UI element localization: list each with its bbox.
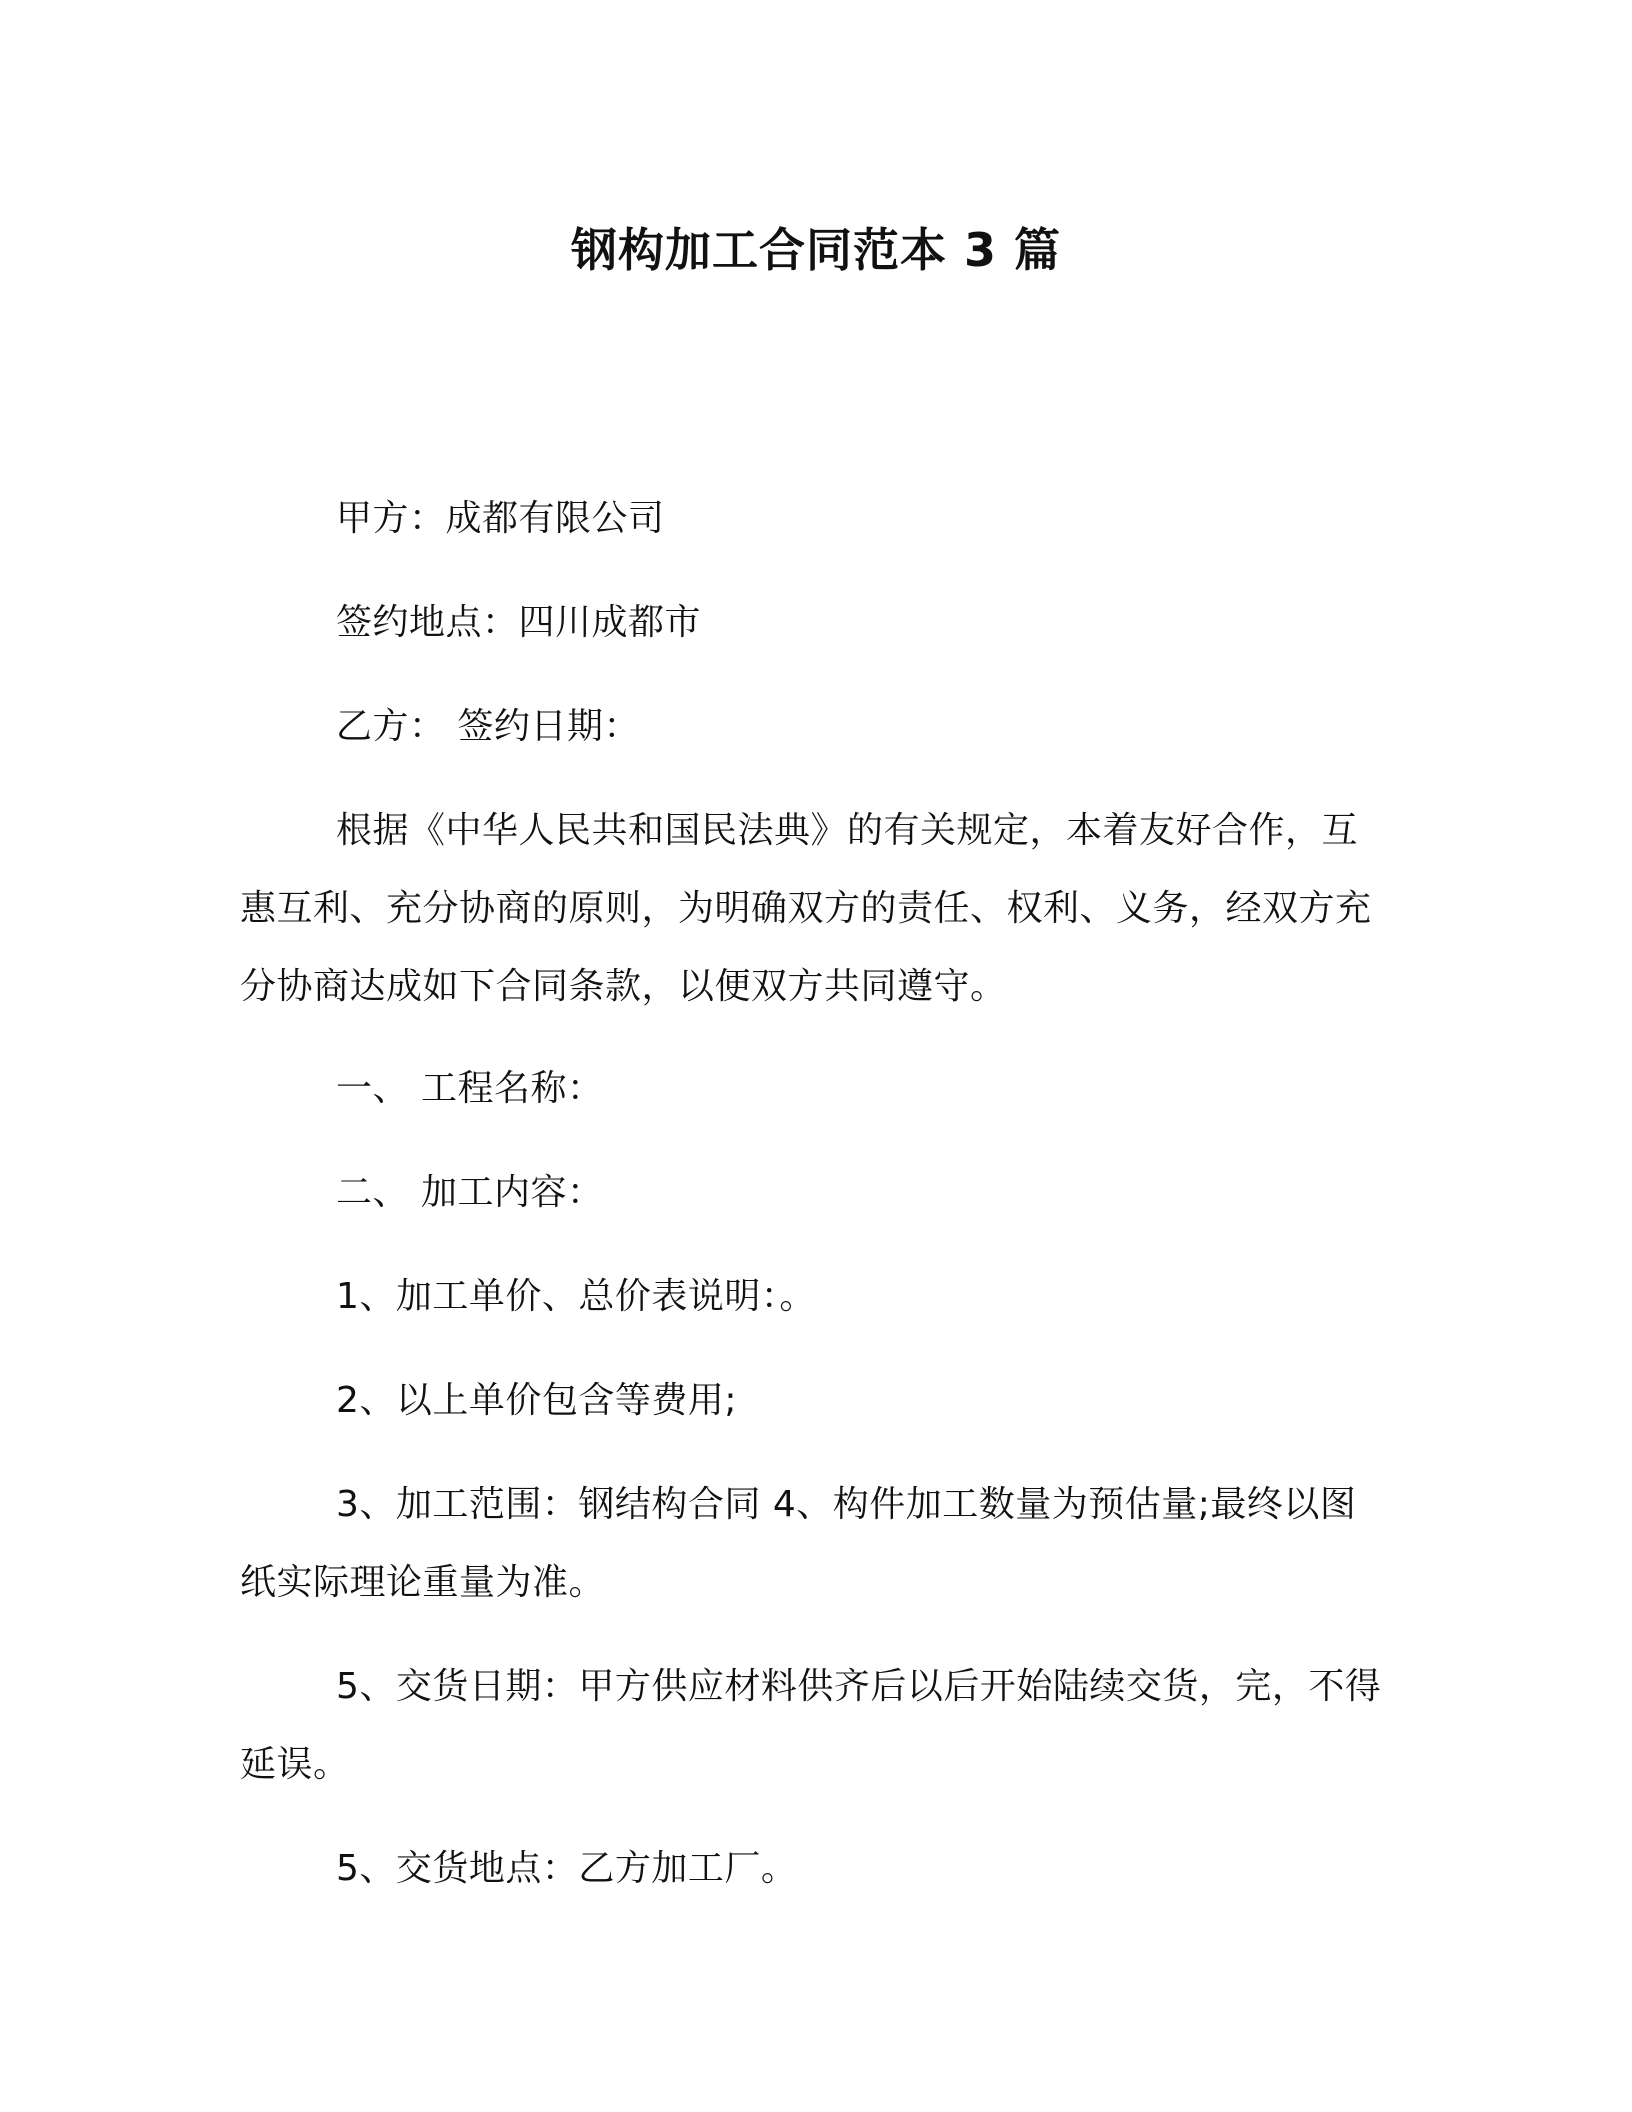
document-title: 钢构加工合同范本 3 篇 xyxy=(570,223,1062,277)
clause-5-delivery-place: 5、交货地点：乙方加工厂。 xyxy=(336,1848,798,1889)
clause-2: 2、以上单价包含等费用; xyxy=(336,1380,738,1421)
clause-1: 1、加工单价、总价表说明：。 xyxy=(336,1276,816,1317)
section-processing-content: 二、 加工内容： xyxy=(336,1172,604,1213)
preamble-paragraph: 根据《中华人民共和国民法典》的有关规定，本着友好合作，互惠互利、充分协商的原则，为明确双方的责任、权利、义务，经双方充分协商达成如下合同条款，以便双方共同遵守。 xyxy=(240,810,1372,1007)
clause-3: 3、加工范围：钢结构合同 4、构件加工数量为预估量;最终以图纸实际理论重量为准。 xyxy=(240,1484,1357,1603)
party-b-signing-date: 乙方： 签约日期： xyxy=(336,706,640,747)
party-a: 甲方：成都有限公司 xyxy=(336,498,665,539)
section-project-name: 一、 工程名称： xyxy=(336,1068,604,1109)
clause-5-delivery-date: 5、交货日期：甲方供应材料供齐后以后开始陆续交货，完，不得延误。 xyxy=(240,1666,1382,1785)
signing-place: 签约地点：四川成都市 xyxy=(336,602,702,643)
